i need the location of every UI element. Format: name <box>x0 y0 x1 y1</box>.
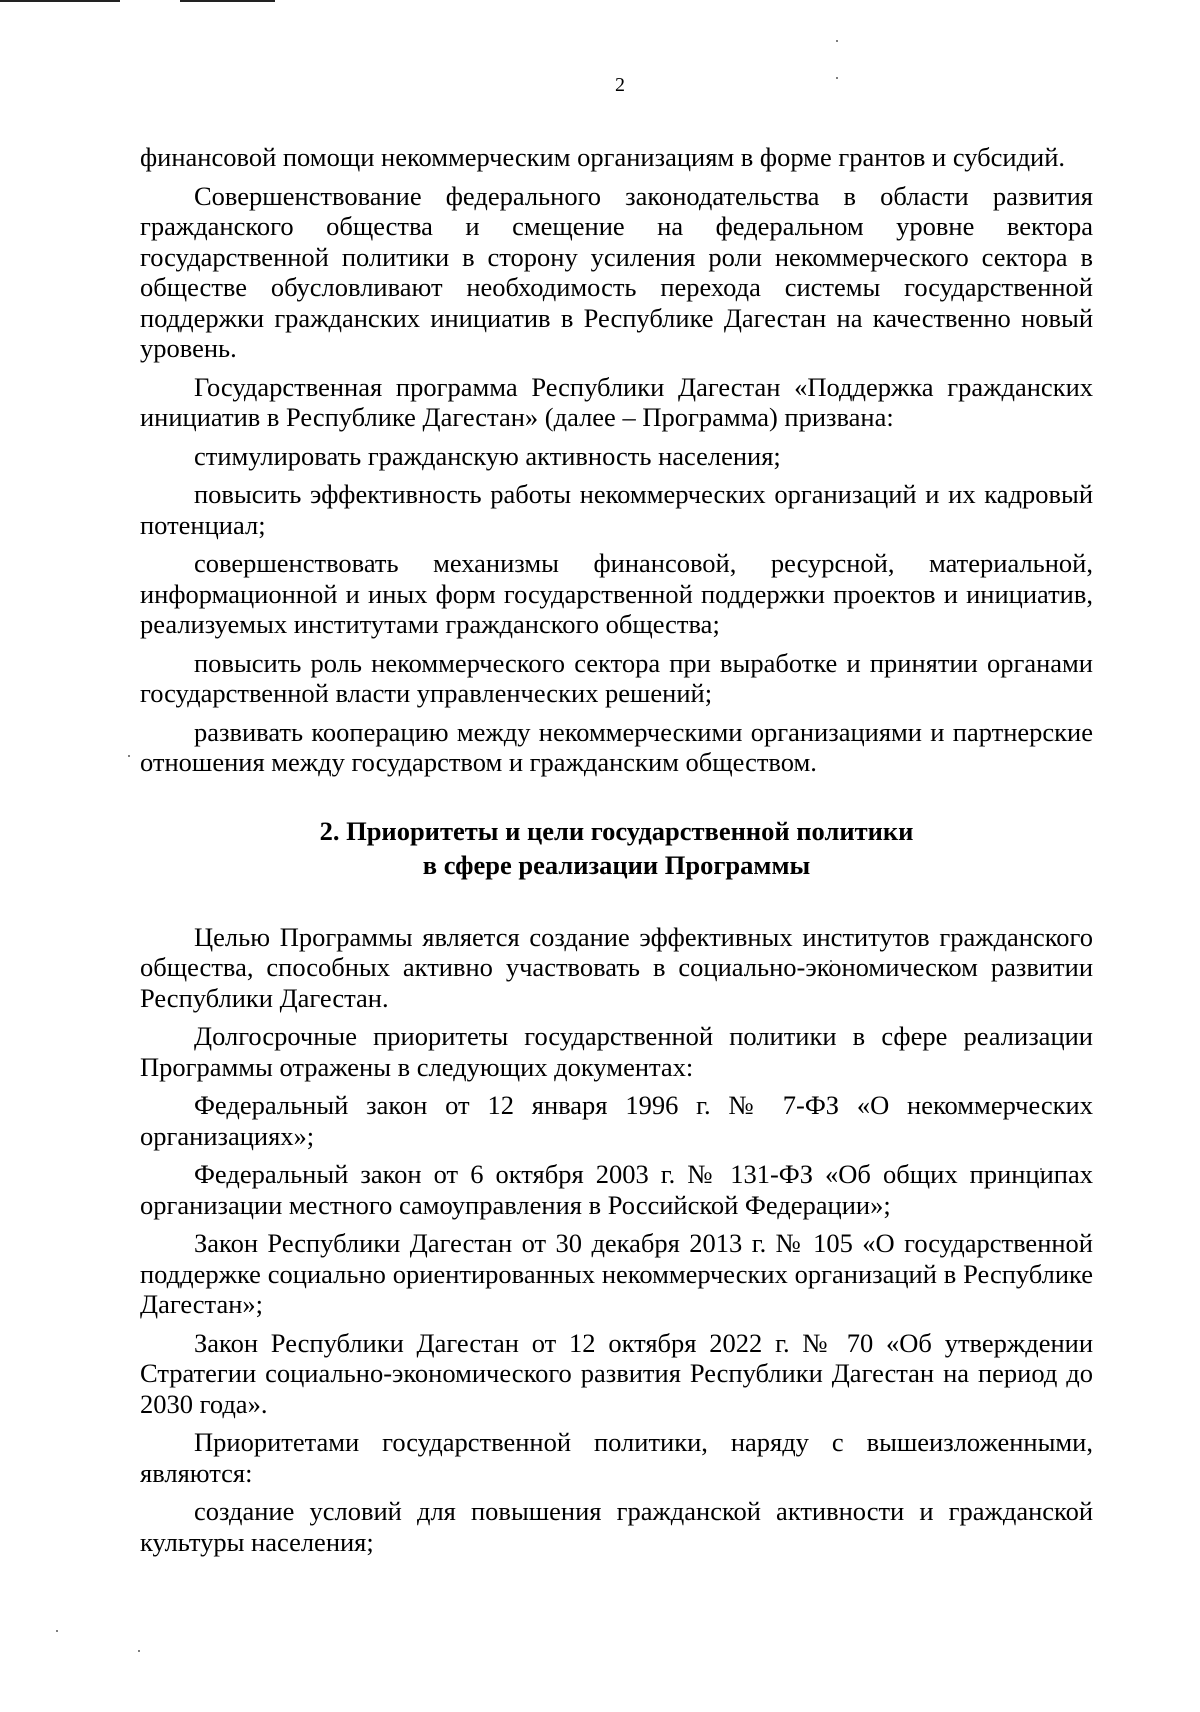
paragraph: финансовой помощи некоммерческим организациям в форме грантов и субсидий. <box>140 142 1066 172</box>
scan-speck <box>836 40 838 42</box>
paragraph: Совершенствование федерального законодательства в области развития гражданского общества и смещение на федеральном уровне вектора государственной политики в сторону усиления роли некоммерческого сектора в обществе обусловливают необходимость перехода системы государственной поддержки гражданских инициатив в Республике Дагестан на качественно новый уровень. <box>140 180 1093 363</box>
list-item: развивать кооперацию между некоммерческими организациями и партнерские отношения между государством и гражданским обществом. <box>140 716 1093 777</box>
list-item: совершенствовать механизмы финансовой, ресурсной, материальной, информационной и иных форм государственной поддержки проектов и инициатив, реализуемых институтами гражданского общества; <box>140 548 1093 639</box>
list-item: создание условий для повышения гражданской активности и гражданской культуры населения; <box>140 1496 1093 1557</box>
document-reference: Федеральный закон от 12 января 1996 г. № 7-ФЗ «О некоммерческих организациях»; <box>140 1090 1093 1151</box>
document-reference: Закон Республики Дагестан от 12 октября 2022 г. № 70 «Об утверждении Стратегии социально-экономического развития Республики Дагестан на период до 2030 года». <box>140 1327 1093 1419</box>
section-heading <box>140 814 1093 882</box>
list-item: стимулировать гражданскую активность населения; <box>194 440 781 471</box>
scan-edge-line <box>0 0 120 2</box>
scan-speck <box>138 1650 140 1652</box>
document-reference: Закон Республики Дагестан от 30 декабря 2013 г. № 105 «О государственной поддержке социально ориентированных некоммерческих организаций в Республике Дагестан»; <box>140 1228 1093 1319</box>
document-body <box>140 142 1093 1565</box>
section-heading-line: 2. Приоритеты и цели государственной политики <box>319 815 914 846</box>
list-item: повысить эффективность работы некоммерческих организаций и их кадровый потенциал; <box>140 479 1093 540</box>
paragraph: Целью Программы является создание эффективных институтов гражданского общества, способных активно участвовать в социально-экономическом развитии Республики Дагестан. <box>140 921 1093 1013</box>
paragraph: Долгосрочные приоритеты государственной политики в сфере реализации Программы отражены в следующих документах: <box>140 1021 1093 1082</box>
scan-speck <box>56 1630 58 1632</box>
section-heading-line: в сфере реализации Программы <box>422 849 811 880</box>
page-number: 2 <box>615 74 625 96</box>
scan-edge-line <box>180 0 275 2</box>
scan-speck <box>128 755 130 757</box>
list-item: повысить роль некоммерческого сектора при выработке и принятии органами государственной власти управленческих решений; <box>140 647 1093 708</box>
document-reference: Федеральный закон от 6 октября 2003 г. № 131-ФЗ «Об общих принципах организации местного самоуправления в Российской Федерации»; <box>140 1159 1093 1220</box>
paragraph: Приоритетами государственной политики, наряду с вышеизложенными, являются: <box>140 1427 1093 1488</box>
paragraph: Государственная программа Республики Дагестан «Поддержка гражданских инициатив в Республике Дагестан» (далее – Программа) призвана: <box>140 371 1093 432</box>
